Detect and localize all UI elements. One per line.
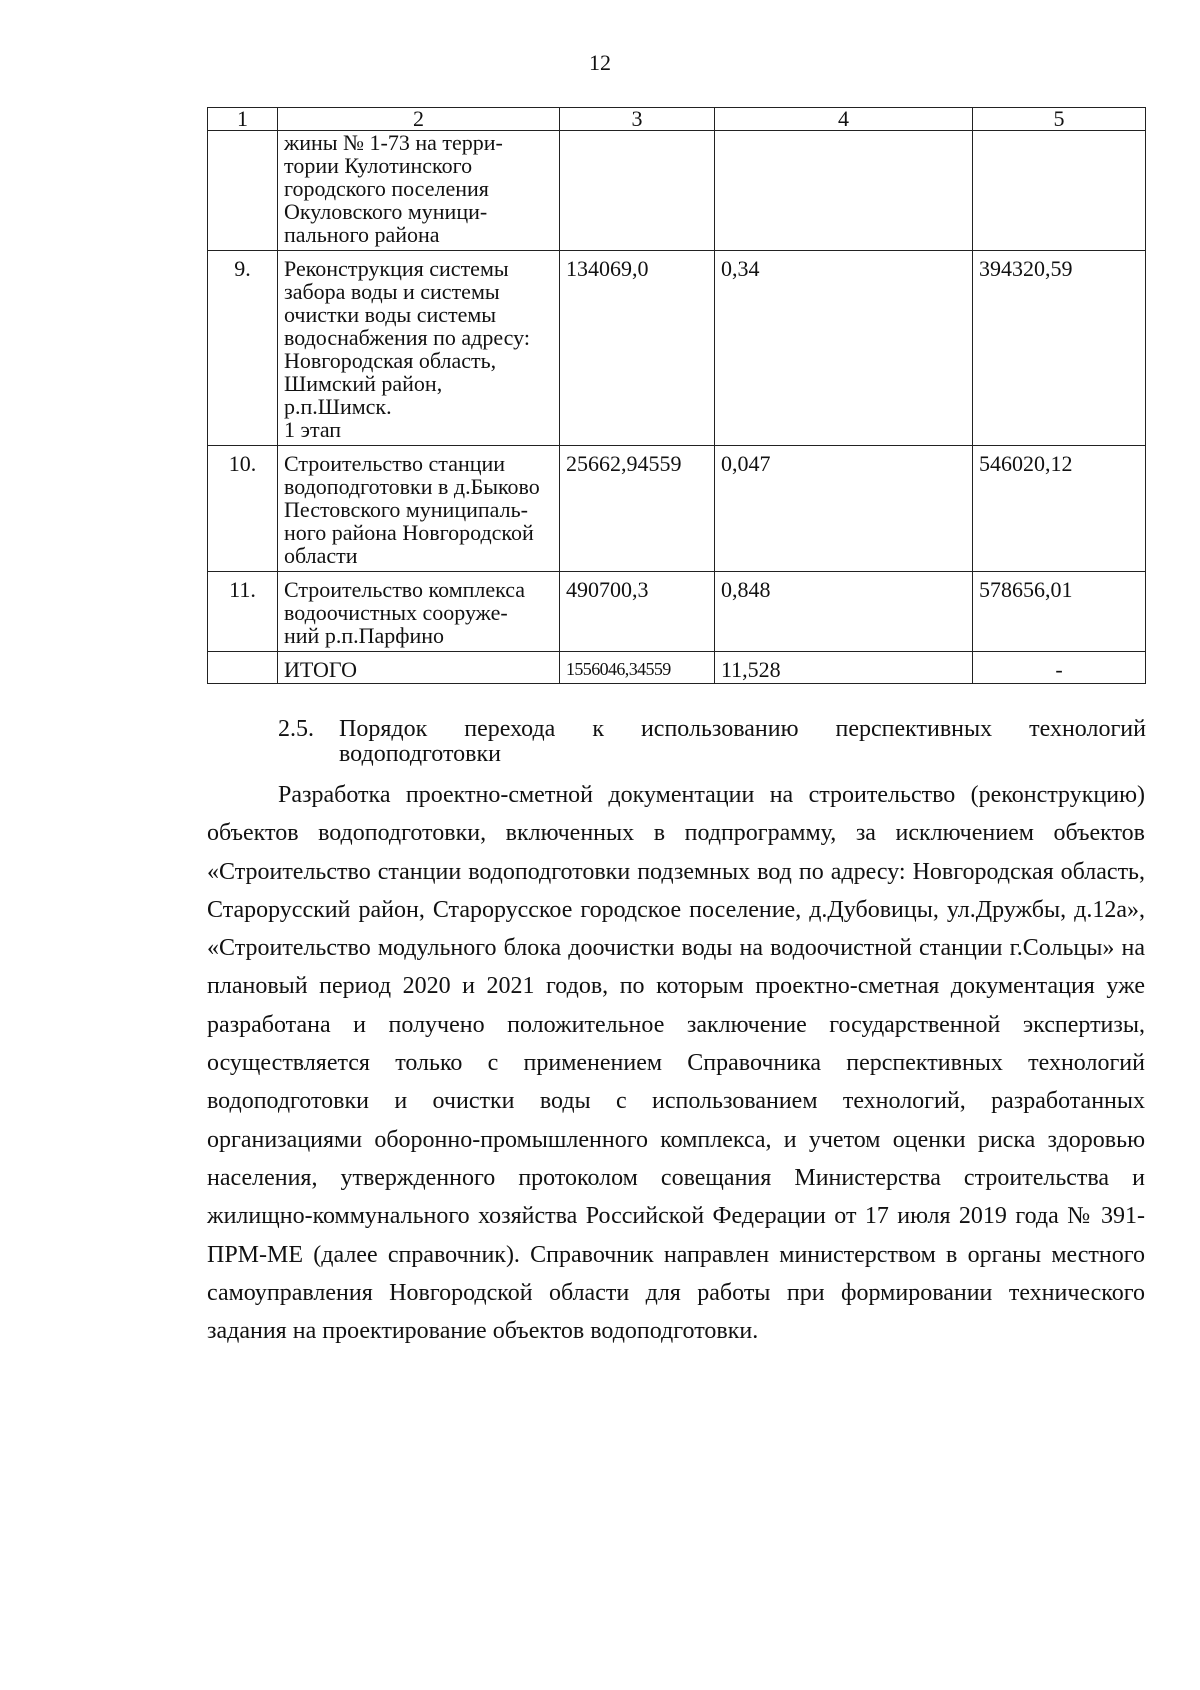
row-number: 9. (208, 251, 278, 446)
column-header: 1 (208, 108, 278, 131)
unit-cost-value (973, 131, 1146, 251)
object-name: жины № 1-73 на терри- тории Кулотинского городского поселения Окуловского муници- пального района (278, 131, 560, 251)
capacity-value: 0,848 (715, 572, 973, 652)
unit-cost-value: 546020,12 (973, 446, 1146, 572)
unit-cost-value: 394320,59 (973, 251, 1146, 446)
total-unit-cost: - (973, 652, 1146, 684)
object-name: Реконструкция системы забора воды и системы очистки воды системы водоснабжения по адресу: Новгородская область, Шимский район, р.п.Шимск. 1 этап (278, 251, 560, 446)
unit-cost-value: 578656,01 (973, 572, 1146, 652)
page-number: 12 (589, 50, 611, 75)
total-row (208, 652, 1146, 684)
section-number: 2.5. (278, 716, 314, 742)
data-table (207, 107, 1146, 684)
object-name: Строительство станции водоподготовки в д.Быково Пестовского муниципаль- ного района Новгородской области (278, 446, 560, 572)
row-number (208, 131, 278, 251)
cost-value: 134069,0 (560, 251, 715, 446)
total-label: ИТОГО (278, 652, 560, 684)
capacity-value: 0,34 (715, 251, 973, 446)
body-paragraph: Разработка проектно-сметной документации на строительство (реконструкцию) объектов водоподготовки, включенных в подпрограмму, за исключением объектов «Строительство станции водоподготовки подземных вод по адресу: Новгородская область, Старорусский район, Старорусское городское поселение, д.Дубовицы, ул.Дружбы, д.12а», «Строительство модульного блока доочистки воды на водоочистной станции г.Сольцы» на плановый период 2020 и 2021 годов, по которым проектно-сметная документация уже разработана и получено положительное заключение государственной экспертизы, осуществляется только с применением Справочника перспективных технологий водоподготовки и очистки воды с использованием технологий, разработанных организациями оборонно-промышленного комплекса, и учетом оценки риска здоровью населения, утвержденного протоколом совещания Министерства строительства и жилищно-коммунального хозяйства Российской Федерации от 17 июля 2019 года № 391-ПРМ-МЕ (далее справочник). Справочник направлен министерством в органы местного самоуправления Новгородской области для работы при формировании технического задания на проектирование объектов водоподготовки. (207, 782, 1145, 1345)
cost-value (560, 131, 715, 251)
column-header: 2 (278, 108, 560, 131)
object-name: Строительство комплекса водоочистных сооруже- ний р.п.Парфино (278, 572, 560, 652)
section-title: Порядок перехода к использованию перспективных технологий водоподготовки (339, 716, 1146, 767)
table-row (208, 131, 1146, 251)
row-number: 11. (208, 572, 278, 652)
capacity-value (715, 131, 973, 251)
row-number: 10. (208, 446, 278, 572)
cost-value: 490700,3 (560, 572, 715, 652)
cost-value: 25662,94559 (560, 446, 715, 572)
column-header: 5 (973, 108, 1146, 131)
table-row (208, 572, 1146, 652)
section-heading (278, 717, 1146, 767)
table-header-row (208, 108, 1146, 131)
total-capacity: 11,528 (715, 652, 973, 684)
total-number-cell (208, 652, 278, 684)
total-cost: 1556046,34559 (560, 652, 715, 684)
column-header: 4 (715, 108, 973, 131)
table-row (208, 251, 1146, 446)
table-row (208, 446, 1146, 572)
capacity-value: 0,047 (715, 446, 973, 572)
column-header: 3 (560, 108, 715, 131)
